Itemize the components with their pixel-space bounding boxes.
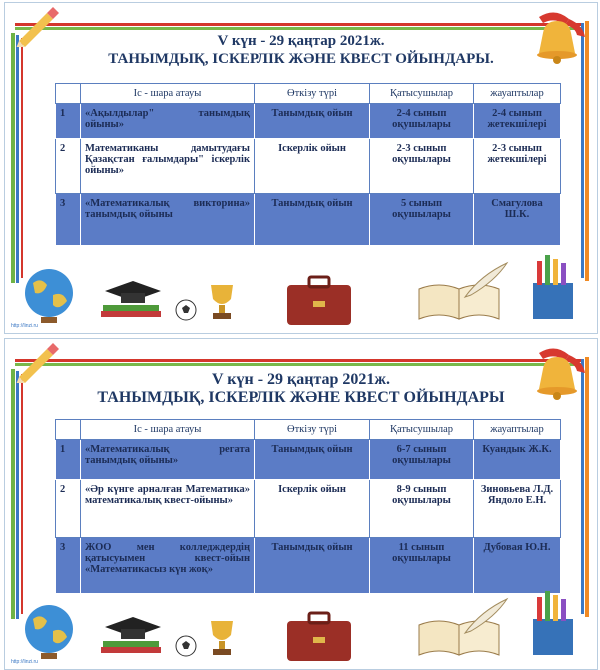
briefcase-icon <box>283 607 363 663</box>
event-participants: 2-3 сынып оқушылары <box>370 139 474 194</box>
event-name: «Ақылдылар" танымдық ойыны» <box>81 104 255 139</box>
event-type: Танымдық ойын <box>255 194 370 246</box>
event-responsible: 2-3 сынып жетекшілері <box>474 139 561 194</box>
slide-1 <box>4 2 598 334</box>
slide-title-heading: ТАНЫМДЫҚ, ІСКЕРЛІК ЖӘНЕ КВЕСТ ОЙЫНДАРЫ <box>97 389 505 406</box>
event-name: «Математикалық викторина» танымдық ойыны <box>81 194 255 246</box>
header-name: Іс - шара атауы <box>81 420 255 440</box>
event-responsible: 2-4 сынып жетекшілері <box>474 104 561 139</box>
globe-icon <box>19 601 79 663</box>
event-name: «Әр күнге арналған Математика» математикалық квест-ойыны» <box>81 480 255 538</box>
briefcase-icon <box>283 271 363 327</box>
row-number: 3 <box>56 194 81 246</box>
table-row <box>56 194 561 246</box>
source-url: http://linzi.ru <box>11 323 38 329</box>
frame-border-red-left <box>21 374 23 614</box>
event-participants: 6-7 сынып оқушылары <box>370 440 474 480</box>
event-participants: 8-9 сынып оқушылары <box>370 480 474 538</box>
source-url: http://linzi.ru <box>11 659 38 665</box>
trophy-icon <box>205 619 239 659</box>
quill-icon <box>461 259 511 299</box>
event-participants: 2-4 сынып оқушылары <box>370 104 474 139</box>
events-table <box>55 83 561 246</box>
frame-border-green-left <box>11 33 15 283</box>
header-participants: Қатысушылар <box>370 84 474 104</box>
globe-icon <box>19 265 79 327</box>
frame-border-green <box>15 363 583 366</box>
frame-border-blue-left <box>16 35 19 283</box>
event-participants: 11 сынып оқушылары <box>370 538 474 594</box>
event-participants: 5 сынып оқушылары <box>370 194 474 246</box>
row-number: 1 <box>56 440 81 480</box>
slide-title-date: V күн - 29 қаңтар 2021ж. <box>211 371 391 388</box>
event-responsible: Дубовая Ю.Н. <box>474 538 561 594</box>
slide-2 <box>4 338 598 670</box>
row-number: 1 <box>56 104 81 139</box>
frame-border-red <box>15 359 583 362</box>
table-row <box>56 139 561 194</box>
header-responsible: жауаптылар <box>474 420 561 440</box>
pencil-cup-icon <box>525 253 585 323</box>
event-responsible: Куандык Ж.К. <box>474 440 561 480</box>
frame-border-red-left <box>21 38 23 278</box>
row-number: 2 <box>56 480 81 538</box>
frame-border-green <box>15 27 583 30</box>
event-responsible: Смагулова Ш.К. <box>474 194 561 246</box>
header-participants: Қатысушылар <box>370 420 474 440</box>
table-row <box>56 104 561 139</box>
header-num <box>56 420 81 440</box>
frame-border-red <box>15 23 583 26</box>
event-type: Танымдық ойын <box>255 104 370 139</box>
event-name: ЖОО мен колледждердің қатысуымен квест-ойын «Математикасыз күн жоқ» <box>81 538 255 594</box>
header-responsible: жауаптылар <box>474 84 561 104</box>
event-name: «Математикалық регата танымдық ойыны» <box>81 440 255 480</box>
table-header-row <box>56 84 561 104</box>
event-type: Іскерлік ойын <box>255 139 370 194</box>
header-name: Іс - шара атауы <box>81 84 255 104</box>
header-num <box>56 84 81 104</box>
frame-border-blue-left <box>16 371 19 619</box>
quill-icon <box>461 595 511 635</box>
table-row <box>56 480 561 538</box>
soccer-ball-icon <box>175 635 197 657</box>
slide-title-date: V күн - 29 қаңтар 2021ж. <box>217 33 385 49</box>
event-type: Танымдық ойын <box>255 440 370 480</box>
row-number: 2 <box>56 139 81 194</box>
pencil-cup-icon <box>525 589 585 659</box>
table-header-row <box>56 420 561 440</box>
events-table <box>55 419 561 594</box>
event-type: Танымдық ойын <box>255 538 370 594</box>
table-row <box>56 440 561 480</box>
graduation-cap-icon <box>97 279 167 323</box>
row-number: 3 <box>56 538 81 594</box>
trophy-icon <box>205 283 239 323</box>
table-row <box>56 538 561 594</box>
event-responsible: Зиновьева Л.Д. Яндоло Е.Н. <box>474 480 561 538</box>
soccer-ball-icon <box>175 299 197 321</box>
event-name: Математиканы дамытудағы Қазақстан ғалымдары" іскерлік ойыны» <box>81 139 255 194</box>
header-type: Өткізу түрі <box>255 84 370 104</box>
event-type: Іскерлік ойын <box>255 480 370 538</box>
header-type: Өткізу түрі <box>255 420 370 440</box>
graduation-cap-icon <box>97 615 167 659</box>
slide-title-heading: ТАНЫМДЫҚ, ІСКЕРЛІК ЖӘНЕ КВЕСТ ОЙЫНДАРЫ. <box>108 51 494 67</box>
